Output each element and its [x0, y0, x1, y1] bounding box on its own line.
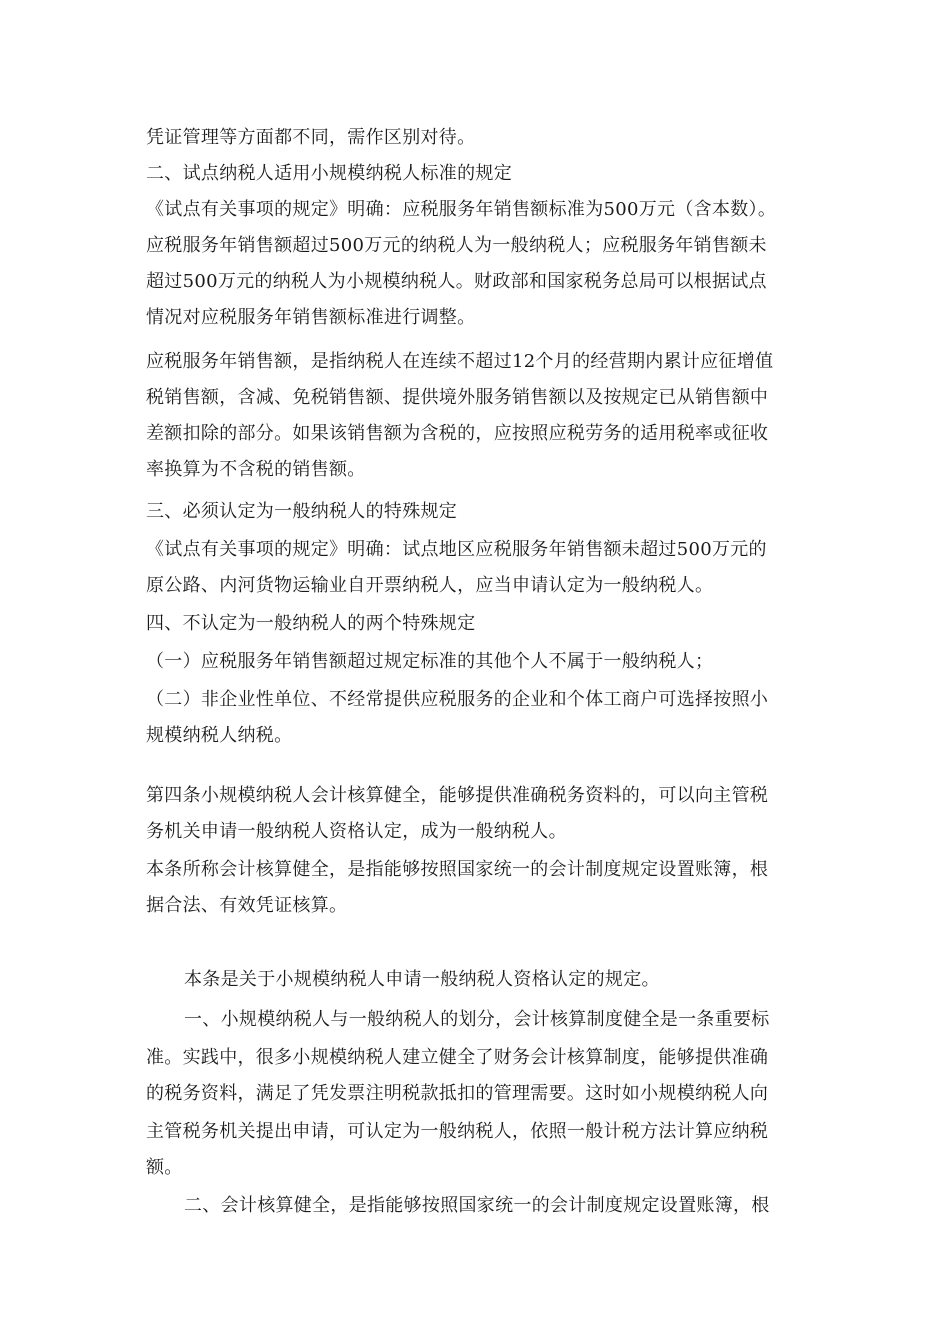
text-line: 规模纳税人纳税。 [146, 725, 293, 746]
text-line: 率换算为不含税的销售额。 [146, 459, 366, 480]
text-line: 差额扣除的部分。如果该销售额为含税的，应按照应税劳务的适用税率或征收 [146, 423, 769, 444]
text-line: 准。实践中，很多小规模纳税人建立健全了财务会计核算制度，能够提供准确 [146, 1047, 769, 1068]
text-line: 情况对应税服务年销售额标准进行调整。 [146, 307, 476, 328]
section-heading: 四、不认定为一般纳税人的两个特殊规定 [146, 613, 476, 634]
text-line: 应税服务年销售额，是指纳税人在连续不超过12个月的经营期内累计应征增值 [146, 351, 774, 372]
text-line: 的税务资料，满足了凭发票注明税款抵扣的管理需要。这时如小规模纳税人向 [146, 1083, 769, 1104]
text-line: 二、会计核算健全，是指能够按照国家统一的会计制度规定设置账簿，根 [184, 1195, 770, 1216]
text-line: 务机关申请一般纳税人资格认定，成为一般纳税人。 [146, 821, 567, 842]
text-line: 一、小规模纳税人与一般纳税人的划分，会计核算制度健全是一条重要标 [184, 1009, 770, 1030]
list-item: （一）应税服务年销售额超过规定标准的其他个人不属于一般纳税人； [146, 651, 714, 672]
text-line: 主管税务机关提出申请，可认定为一般纳税人，依照一般计税方法计算应纳税 [146, 1121, 769, 1142]
section-heading: 二、试点纳税人适用小规模纳税人标准的规定 [146, 163, 512, 184]
text-line: 本条所称会计核算健全，是指能够按照国家统一的会计制度规定设置账簿，根 [146, 859, 769, 880]
text-line: 据合法、有效凭证核算。 [146, 895, 348, 916]
section-heading: 三、必须认定为一般纳税人的特殊规定 [146, 501, 458, 522]
text-line: 本条是关于小规模纳税人申请一般纳税人资格认定的规定。 [184, 969, 660, 990]
text-line: 超过500万元的纳税人为小规模纳税人。财政部和国家税务总局可以根据试点 [146, 271, 767, 292]
text-line: 《试点有关事项的规定》明确：试点地区应税服务年销售额未超过500万元的 [146, 539, 767, 560]
text-line: 原公路、内河货物运输业自开票纳税人，应当申请认定为一般纳税人。 [146, 575, 714, 596]
text-line: 《试点有关事项的规定》明确：应税服务年销售额标准为500万元（含本数）。 [146, 199, 777, 220]
text-line: 应税服务年销售额超过500万元的纳税人为一般纳税人；应税服务年销售额未 [146, 235, 767, 256]
text-line: 额。 [146, 1157, 183, 1178]
list-item: （二）非企业性单位、不经常提供应税服务的企业和个体工商户可选择按照小 [146, 689, 769, 710]
article-line: 第四条小规模纳税人会计核算健全，能够提供准确税务资料的，可以向主管税 [146, 785, 769, 806]
text-line: 凭证管理等方面都不同，需作区别对待。 [146, 127, 476, 148]
text-line: 税销售额，含减、免税销售额、提供境外服务销售额以及按规定已从销售额中 [146, 387, 769, 408]
